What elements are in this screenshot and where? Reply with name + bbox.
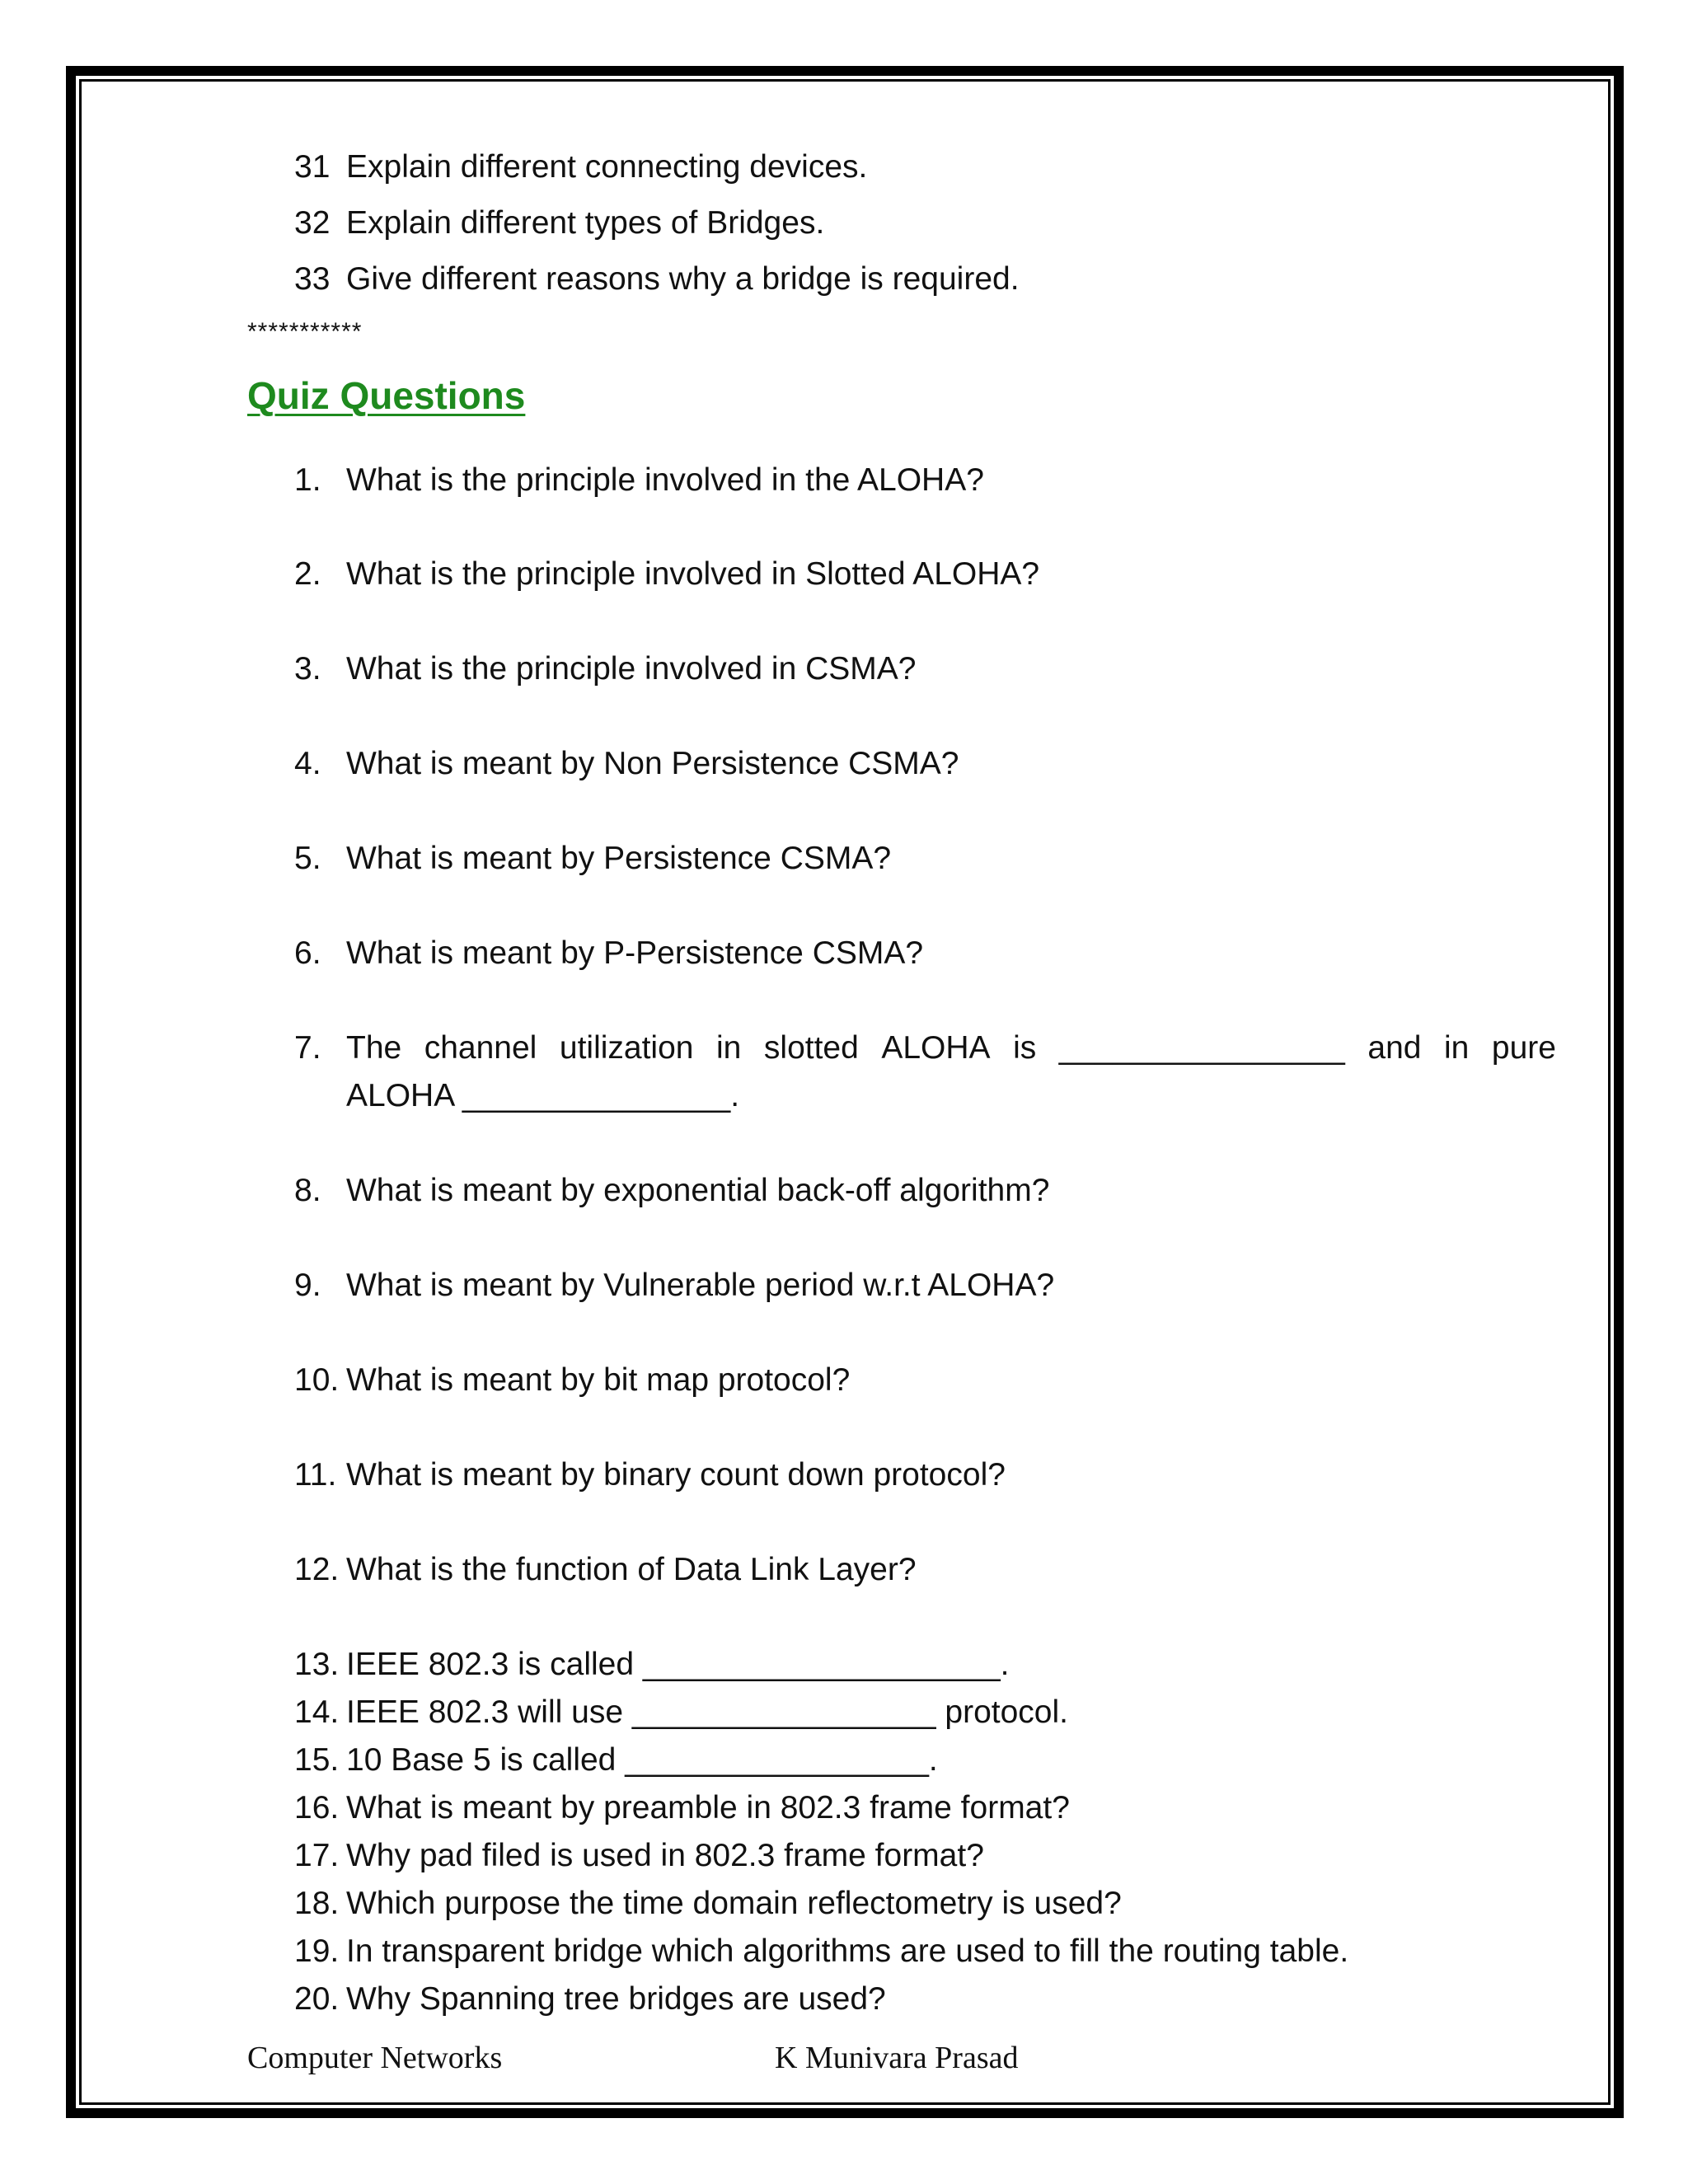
list-item: What is meant by preamble in 802.3 frame format?: [346, 1790, 1070, 1825]
list-item-number: 17.: [294, 1838, 340, 1873]
list-item: What is meant by binary count down protocol?: [346, 1457, 1006, 1493]
list-item-number: 31: [294, 149, 331, 185]
list-item-number: 18.: [294, 1886, 340, 1921]
list-item: Explain different connecting devices.: [346, 149, 868, 185]
word: slotted: [763, 1030, 859, 1066]
list-item-number: 11.: [294, 1457, 337, 1493]
list-item-number: 1.: [294, 462, 321, 498]
word: and: [1367, 1030, 1422, 1066]
list-item-number: 13.: [294, 1647, 340, 1682]
word: in: [1443, 1030, 1470, 1066]
list-item-number: 7.: [294, 1030, 321, 1066]
word: pure: [1491, 1030, 1556, 1066]
section-heading: Quiz Questions: [247, 374, 526, 417]
list-item-number: 3.: [294, 651, 321, 687]
list-item: What is meant by exponential back-off algorithm?: [346, 1173, 1050, 1208]
list-item-number: 6.: [294, 935, 321, 971]
word: in: [716, 1030, 742, 1066]
footer-right: K Munivara Prasad: [775, 2041, 1019, 2075]
list-item: What is meant by Persistence CSMA?: [346, 841, 892, 876]
list-item-number: 33: [294, 261, 331, 297]
list-item-number: 8.: [294, 1173, 321, 1208]
list-item: What is the function of Data Link Layer?: [346, 1552, 917, 1587]
list-item-number: 12.: [294, 1552, 340, 1587]
list-item-number: 14.: [294, 1694, 340, 1730]
list-item-number: 5.: [294, 841, 321, 876]
word: utilization: [559, 1030, 694, 1066]
separator: ***********: [247, 318, 363, 345]
list-item: In transparent bridge which algorithms are used to fill the routing table.: [346, 1933, 1349, 1969]
list-item: What is meant by P-Persistence CSMA?: [346, 935, 924, 971]
list-item: What is meant by bit map protocol?: [346, 1362, 851, 1398]
list-item: What is meant by Vulnerable period w.r.t ALOHA?: [346, 1268, 1055, 1303]
list-item-number: 10.: [294, 1362, 340, 1398]
list-item: Why Spanning tree bridges are used?: [346, 1981, 886, 2017]
list-item: What is the principle involved in Slotted ALOHA?: [346, 556, 1040, 592]
list-item-number: 20.: [294, 1981, 340, 2017]
list-item-number: 4.: [294, 746, 321, 781]
list-item-number: 19.: [294, 1933, 340, 1969]
word: is: [1013, 1030, 1037, 1066]
word: ALOHA: [881, 1030, 991, 1066]
list-item-number: 9.: [294, 1268, 321, 1303]
list-item: IEEE 802.3 will use _________________ protocol.: [346, 1694, 1068, 1730]
list-item: What is the principle involved in CSMA?: [346, 651, 917, 687]
list-item-number: 32: [294, 205, 331, 241]
list-item-continuation: ALOHA _______________.: [346, 1078, 740, 1113]
list-item: Why pad filed is used in 802.3 frame format?: [346, 1838, 984, 1873]
list-item: Which purpose the time domain reflectometry is used?: [346, 1886, 1122, 1921]
word: The: [346, 1030, 402, 1066]
footer-left: Computer Networks: [247, 2041, 503, 2075]
list-item: What is meant by Non Persistence CSMA?: [346, 746, 959, 781]
list-item: Give different reasons why a bridge is required.: [346, 261, 1020, 297]
list-item: IEEE 802.3 is called ____________________.: [346, 1647, 1010, 1682]
word: channel: [424, 1030, 537, 1066]
blank: ________________: [1058, 1030, 1345, 1066]
list-item: What is the principle involved in the ALOHA?: [346, 462, 984, 498]
list-item-number: 16.: [294, 1790, 340, 1825]
list-item-number: 15.: [294, 1742, 340, 1778]
list-item-fill-blank: [346, 1029, 1556, 1067]
list-item: Explain different types of Bridges.: [346, 205, 825, 241]
list-item-number: 2.: [294, 556, 321, 592]
list-item: 10 Base 5 is called _________________.: [346, 1742, 938, 1778]
